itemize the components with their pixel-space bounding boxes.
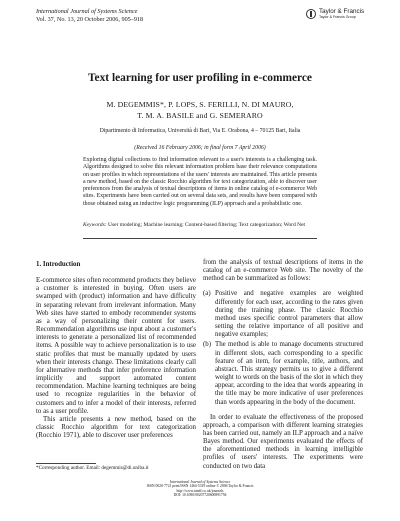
footnote: *Corresponding author. Email: degemmis@di.uniba.it: [36, 465, 149, 471]
keywords-label: Keywords:: [83, 222, 107, 228]
footer-issn: ISSN 0020-7721 print/ISSN 1464-5319 online © 2006 Taylor & Francis: [146, 484, 254, 489]
authors-line-2: T. M. A. BASILE and G. SEMERARO: [137, 111, 263, 120]
left-column: [36, 261, 196, 440]
right-paragraph-1: from the analysis of textual descriptions of items in the catalog of an e-commerce Web site. The novelty of the method can be summarized as follows:: [203, 259, 363, 283]
authors-line-1: M. DEGEMMIS*, P. LOPS, S. FERILLI, N. DI MAURO,: [106, 100, 294, 109]
page-footer: [120, 480, 280, 498]
journal-header: [36, 8, 286, 23]
list-item: [203, 290, 363, 339]
keywords: [83, 222, 317, 229]
footer-url: http://www.tandf.co.uk/journals: [176, 488, 224, 493]
list-marker: (a): [203, 290, 211, 298]
publisher-logo: [306, 8, 372, 22]
right-column: [203, 259, 363, 471]
footer-doi: DOI: 10.1080/00207720600891794: [173, 493, 227, 498]
journal-name: International Journal of Systems Science: [36, 8, 138, 15]
right-paragraph-2: In order to evaluate the effectiveness of the proposed approach, a comparison with different learning strategies has been carried out, namely an ILP approach and a naïve Bayes method. Our experiments evaluated the effects of the aforementioned methods in learning intelligible profiles of users' interests. The experiments were conducted on two data: [203, 413, 363, 470]
affiliation: Dipartimento di Informatica, Università di Bari, Via E. Orabona, 4 – 70125 Bari, Italia: [99, 128, 301, 134]
author-list: [40, 99, 360, 121]
received-dates: (Received 16 February 2006; in final form 7 April 2006): [134, 145, 266, 151]
list-item-text: The method is able to manage documents structured in different slots, each corresponding to a specific feature of an item, for example, title, authors, and abstract. This strategy permits us to give a different weight to words on the basis of the slot in which they appear, according to the idea that words appearing in the title may be more indicative of user preferences than words appearing in the body of the document.: [215, 341, 363, 406]
article-title: Text learning for user profiling in e-commerce: [88, 72, 312, 84]
publisher-name: Taylor & Francis: [319, 8, 365, 15]
abstract: Exploring digital collections to find information relevant to a user's interests is a challenging task. Algorithms designed to solve this relevant information problem base their relevance computations on user profiles in which representations of the users' interests are maintained. This article presents a new method, based on the classic Rocchio algorithm for text categorization, able to discover user preferences from the analysis of textual descriptions of items in online catalog of e-commerce Web sites. Experiments have been carried out on several data sets, and results have been compared with those obtained using an inductive logic programming (ILP) approach and a probabilistic one.: [83, 157, 317, 207]
list-item: [203, 341, 363, 406]
intro-paragraph-2: This article presents a new method, based on the classic Rocchio algorithm for text categorization (Rocchio 1971), able to discover user preferences: [36, 415, 196, 440]
volume-line: Vol. 37, No. 13, 20 October 2006, 905–918: [36, 15, 144, 23]
footnote-divider: [36, 463, 96, 464]
section-heading: 1. Introduction: [36, 261, 81, 268]
publisher-mark-icon: [306, 9, 316, 19]
list-item-text: Positive and negative examples are weighted differently for each user, according to the rates given during the training phase. The classic Rocchio method uses specific control parameters that allow setting the relative importance of all positive and negative examples;: [215, 290, 363, 339]
keywords-text: User modeling; Machine learning; Content-based filtering; Text categorization; Word Net: [108, 222, 306, 228]
list-marker: (b): [203, 341, 212, 349]
intro-paragraph-1: E-commerce sites often recommend products they believe a customer is interested in buying. Often users are swamped with (product) information and have difficulty in separating relevant from irrelevant information. Many Web sites have started to embody recommender systems as a way of personalizing their content for users. Recommendation algorithms use input about a customer's interests to generate a personalized list of recommended items. A possible way to achieve personalization is to use static profiles that must be manually updated by users when their interests change. These limitations clearly call for alternative methods that infer preference information implicitly and support automated content recommendation. Machine learning techniques are being used to recognize regularities in the behavior of customers and to infer a model of their interests, referred to as a user profile.: [36, 277, 196, 415]
footer-journal: International Journal of Systems Science: [169, 480, 231, 484]
abstract-divider: [83, 238, 317, 239]
publisher-subtitle: Taylor & Francis Group: [319, 15, 356, 19]
